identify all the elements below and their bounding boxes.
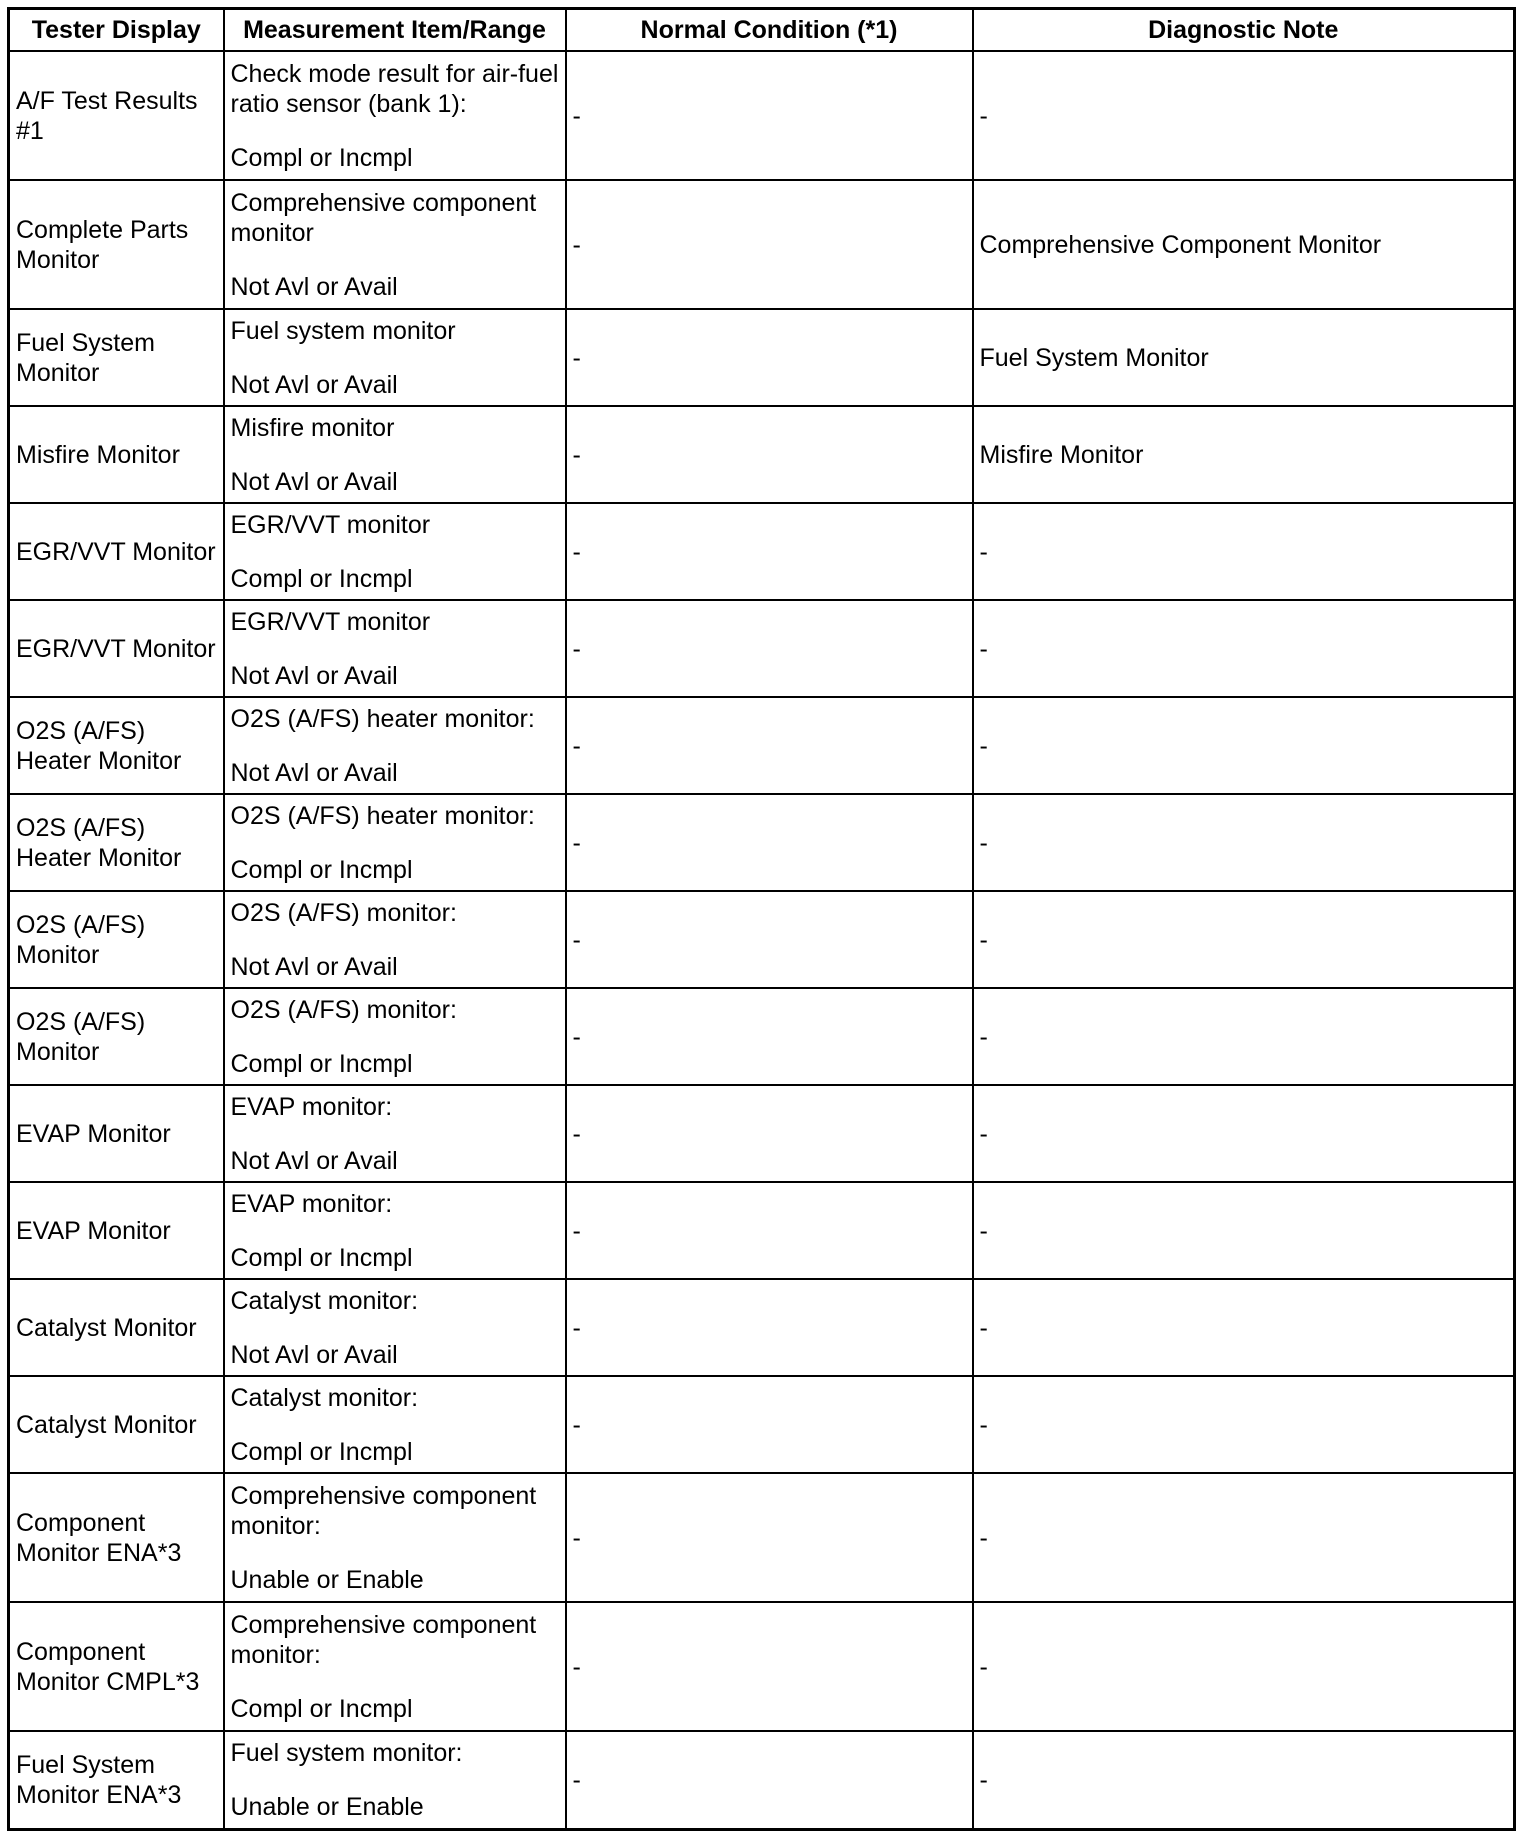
measurement-description: Fuel system monitor:	[230, 1739, 463, 1767]
cell-measurement	[224, 988, 566, 1085]
cell-normal-condition: -	[566, 309, 973, 406]
table-row	[9, 600, 1515, 697]
measurement-description: Catalyst monitor:	[230, 1383, 419, 1412]
table-row	[9, 1376, 1515, 1473]
cell-normal-condition: -	[566, 988, 973, 1085]
cell-tester-display: EVAP Monitor	[9, 1182, 224, 1279]
measurement-description: O2S (A/FS) monitor:	[230, 898, 457, 927]
cell-normal-condition: -	[566, 180, 973, 309]
table-row	[9, 988, 1515, 1085]
cell-diagnostic-note: -	[973, 794, 1515, 891]
cell-diagnostic-note: -	[973, 891, 1515, 988]
cell-normal-condition: -	[566, 51, 973, 180]
table-row	[9, 309, 1515, 406]
measurement-range: Compl or Incmpl	[230, 1049, 413, 1078]
table-row	[9, 406, 1515, 503]
measurement-range: Compl or Incmpl	[230, 855, 413, 884]
cell-diagnostic-note: -	[973, 988, 1515, 1085]
cell-normal-condition: -	[566, 1085, 973, 1182]
cell-measurement	[224, 697, 566, 794]
measurement-description: O2S (A/FS) monitor:	[230, 995, 457, 1024]
cell-normal-condition: -	[566, 891, 973, 988]
cell-normal-condition: -	[566, 600, 973, 697]
cell-measurement	[224, 1279, 566, 1376]
measurement-range: Not Avl or Avail	[230, 661, 398, 690]
header-row	[9, 9, 1515, 52]
header-diagnostic-note: Diagnostic Note	[973, 9, 1515, 52]
cell-diagnostic-note: -	[973, 1602, 1515, 1731]
table-row	[9, 503, 1515, 600]
table-row	[9, 794, 1515, 891]
cell-normal-condition: -	[566, 1182, 973, 1279]
cell-diagnostic-note: -	[973, 697, 1515, 794]
cell-normal-condition: -	[566, 794, 973, 891]
cell-tester-display: Complete Parts Monitor	[9, 180, 224, 309]
header-measurement: Measurement Item/Range	[224, 9, 566, 52]
cell-tester-display: Fuel System Monitor	[9, 309, 224, 406]
cell-normal-condition: -	[566, 1279, 973, 1376]
table-row	[9, 1085, 1515, 1182]
cell-diagnostic-note: Misfire Monitor	[973, 406, 1515, 503]
cell-diagnostic-note: Comprehensive Component Monitor	[973, 180, 1515, 309]
table-row	[9, 1602, 1515, 1731]
cell-normal-condition: -	[566, 1602, 973, 1731]
measurement-range: Compl or Incmpl	[230, 1243, 413, 1272]
measurement-description: EGR/VVT monitor	[230, 607, 431, 636]
cell-measurement	[224, 1376, 566, 1473]
cell-tester-display: Catalyst Monitor	[9, 1376, 224, 1473]
cell-diagnostic-note: -	[973, 503, 1515, 600]
measurement-range: Unable or Enable	[230, 1565, 424, 1594]
cell-normal-condition: -	[566, 406, 973, 503]
cell-tester-display: EGR/VVT Monitor	[9, 600, 224, 697]
cell-normal-condition: -	[566, 697, 973, 794]
cell-diagnostic-note: -	[973, 51, 1515, 180]
measurement-description: Check mode result for air-fuel ratio sensor (bank 1):	[230, 59, 559, 118]
measurement-range: Compl or Incmpl	[230, 143, 413, 172]
cell-diagnostic-note: -	[973, 1085, 1515, 1182]
cell-tester-display: EGR/VVT Monitor	[9, 503, 224, 600]
table-row	[9, 1731, 1515, 1830]
table-row	[9, 1279, 1515, 1376]
cell-tester-display: O2S (A/FS) Heater Monitor	[9, 697, 224, 794]
cell-tester-display: Component Monitor ENA*3	[9, 1473, 224, 1602]
table-row	[9, 697, 1515, 794]
cell-measurement	[224, 794, 566, 891]
table-row	[9, 1182, 1515, 1279]
cell-measurement	[224, 1473, 566, 1602]
measurement-description: O2S (A/FS) heater monitor:	[230, 704, 535, 733]
measurement-description: EVAP monitor:	[230, 1189, 393, 1218]
measurement-range: Not Avl or Avail	[230, 1146, 398, 1175]
cell-diagnostic-note: -	[973, 1376, 1515, 1473]
cell-measurement	[224, 180, 566, 309]
cell-measurement	[224, 1602, 566, 1731]
measurement-range: Compl or Incmpl	[230, 564, 413, 593]
measurement-range: Not Avl or Avail	[230, 370, 398, 399]
cell-measurement	[224, 891, 566, 988]
measurement-range: Not Avl or Avail	[230, 1340, 398, 1369]
cell-measurement	[224, 1182, 566, 1279]
measurement-description: Comprehensive component monitor	[230, 188, 537, 247]
measurement-range: Unable or Enable	[230, 1793, 424, 1821]
cell-diagnostic-note: Fuel System Monitor	[973, 309, 1515, 406]
measurement-range: Compl or Incmpl	[230, 1437, 413, 1466]
cell-diagnostic-note: -	[973, 1731, 1515, 1830]
measurement-description: Comprehensive component monitor:	[230, 1610, 537, 1669]
measurement-description: EVAP monitor:	[230, 1092, 393, 1121]
measurement-range: Not Avl or Avail	[230, 952, 398, 981]
cell-normal-condition: -	[566, 1473, 973, 1602]
cell-normal-condition: -	[566, 1376, 973, 1473]
header-tester-display: Tester Display	[9, 9, 224, 52]
cell-measurement	[224, 1085, 566, 1182]
cell-measurement	[224, 309, 566, 406]
measurement-range: Not Avl or Avail	[230, 758, 398, 787]
cell-diagnostic-note: -	[973, 1279, 1515, 1376]
cell-normal-condition: -	[566, 503, 973, 600]
cell-measurement	[224, 600, 566, 697]
cell-tester-display: Misfire Monitor	[9, 406, 224, 503]
measurement-range: Compl or Incmpl	[230, 1694, 413, 1723]
cell-tester-display: O2S (A/FS) Monitor	[9, 891, 224, 988]
cell-diagnostic-note: -	[973, 1182, 1515, 1279]
measurement-description: EGR/VVT monitor	[230, 510, 431, 539]
cell-tester-display: O2S (A/FS) Heater Monitor	[9, 794, 224, 891]
measurement-description: Fuel system monitor	[230, 316, 456, 345]
cell-measurement	[224, 1731, 566, 1830]
table-row	[9, 180, 1515, 309]
table-header	[9, 9, 1515, 52]
measurement-description: O2S (A/FS) heater monitor:	[230, 801, 535, 830]
cell-tester-display: Catalyst Monitor	[9, 1279, 224, 1376]
measurement-range: Not Avl or Avail	[230, 467, 398, 496]
measurement-description: Comprehensive component monitor:	[230, 1481, 537, 1540]
measurement-description: Misfire monitor	[230, 413, 395, 442]
cell-tester-display: EVAP Monitor	[9, 1085, 224, 1182]
data-list-table	[7, 7, 1516, 1831]
cell-measurement	[224, 51, 566, 180]
table-body	[9, 51, 1515, 1830]
table-row	[9, 891, 1515, 988]
cell-diagnostic-note: -	[973, 600, 1515, 697]
header-normal-condition: Normal Condition (*1)	[566, 9, 973, 52]
table-row	[9, 51, 1515, 180]
cell-tester-display: A/F Test Results #1	[9, 51, 224, 180]
table-row	[9, 1473, 1515, 1602]
cell-tester-display: Fuel System Monitor ENA*3	[9, 1731, 224, 1830]
cell-tester-display: Component Monitor CMPL*3	[9, 1602, 224, 1731]
cell-measurement	[224, 503, 566, 600]
cell-diagnostic-note: -	[973, 1473, 1515, 1602]
measurement-range: Not Avl or Avail	[230, 272, 398, 301]
cell-measurement	[224, 406, 566, 503]
cell-tester-display: O2S (A/FS) Monitor	[9, 988, 224, 1085]
cell-normal-condition: -	[566, 1731, 973, 1830]
measurement-description: Catalyst monitor:	[230, 1286, 419, 1315]
